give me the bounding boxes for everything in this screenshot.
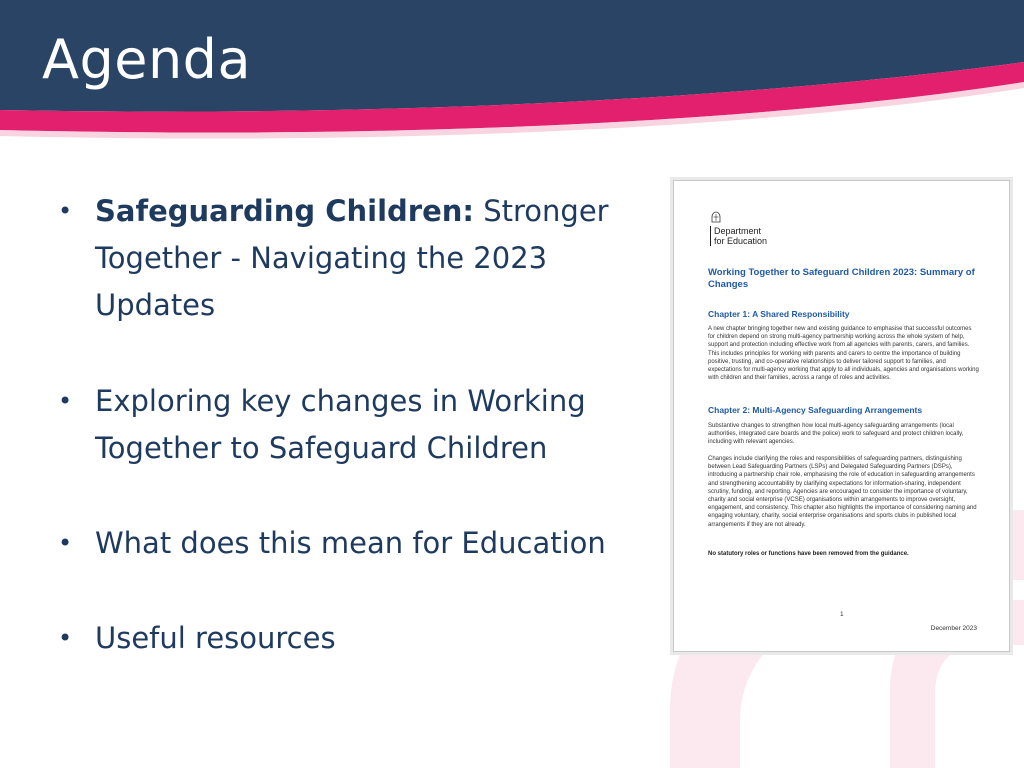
agenda-item-text: Exploring key changes in Working Together to Safeguard Children xyxy=(95,384,586,465)
page-number: 1 xyxy=(840,611,844,618)
agenda-item-text: Useful resources xyxy=(95,621,336,655)
department-name: Department for Education xyxy=(710,226,774,246)
document-date: December 2023 xyxy=(930,625,977,632)
agenda-item xyxy=(52,378,672,472)
agenda-item-text: Stronger Together - Navigating the 2023 Updates xyxy=(95,194,609,322)
agenda-item xyxy=(52,188,672,329)
crest-icon xyxy=(710,211,722,223)
chapter1-text: A new chapter bringing together new and existing guidance to emphasise that successful outcomes for children depend on strong multi-agency partnership working across the whole system of help, support and protection including effective work from all agencies with parents, carers, and families. This includes principles for working with parents and carers to centre the importance of building positive, trusting, and co-operative relationships to deliver tailored support to families, and expectations for multi-agency working that apply to all individuals, agencies and organisations working with children and their families, across a range of roles and activities. xyxy=(708,326,979,382)
document-title: Working Together to Safeguard Children 2023: Summary of Changes xyxy=(708,267,975,290)
chapter2-heading: Chapter 2: Multi-Agency Safeguarding Arrangements xyxy=(708,405,923,415)
page-title: Agenda xyxy=(42,28,252,91)
bullet-icon: • xyxy=(58,624,73,652)
agenda-item xyxy=(52,615,672,662)
agenda-item xyxy=(52,520,672,567)
header-banner xyxy=(0,0,1024,150)
agenda-item-text: What does this mean for Education xyxy=(95,526,606,560)
agenda-list xyxy=(52,188,672,662)
bullet-icon: • xyxy=(58,197,73,225)
chapter1-heading: Chapter 1: A Shared Responsibility xyxy=(708,309,850,319)
agenda-item-bold: Safeguarding Children: xyxy=(95,194,474,228)
document-note: No statutory roles or functions have been removed from the guidance. xyxy=(708,551,909,557)
document-preview xyxy=(673,180,1010,652)
chapter2-text-intro: Substantive changes to strengthen how local multi-agency safeguarding arrangements (local authorities, integrated care boards and the police) work to safeguard and protect children locally, including with relevant agencies. xyxy=(708,423,964,446)
bullet-icon: • xyxy=(58,387,73,415)
bullet-icon: • xyxy=(58,529,73,557)
chapter2-text-detail: Changes include clarifying the roles and responsibilities of safeguarding partners, distinguishing between Lead Safeguarding Partners (LSPs) and Delegated Safeguarding Partners (DSPs), introducing a partnership chair role, emphasising the role of education in safeguarding arrangements and strengthening accountability by clarifying expectations for information-sharing, independent scrutiny, funding, and reporting. Agencies are encouraged to consider the importance of voluntary, charity and social enterprise (VCSE) organisations within arrangements to improve oversight, engagement, and consistency. This chapter also highlights the importance of considering naming and engaging voluntary, charity, social enterprise organisations and sports clubs in published local arrangements if they are not already. xyxy=(708,456,977,528)
